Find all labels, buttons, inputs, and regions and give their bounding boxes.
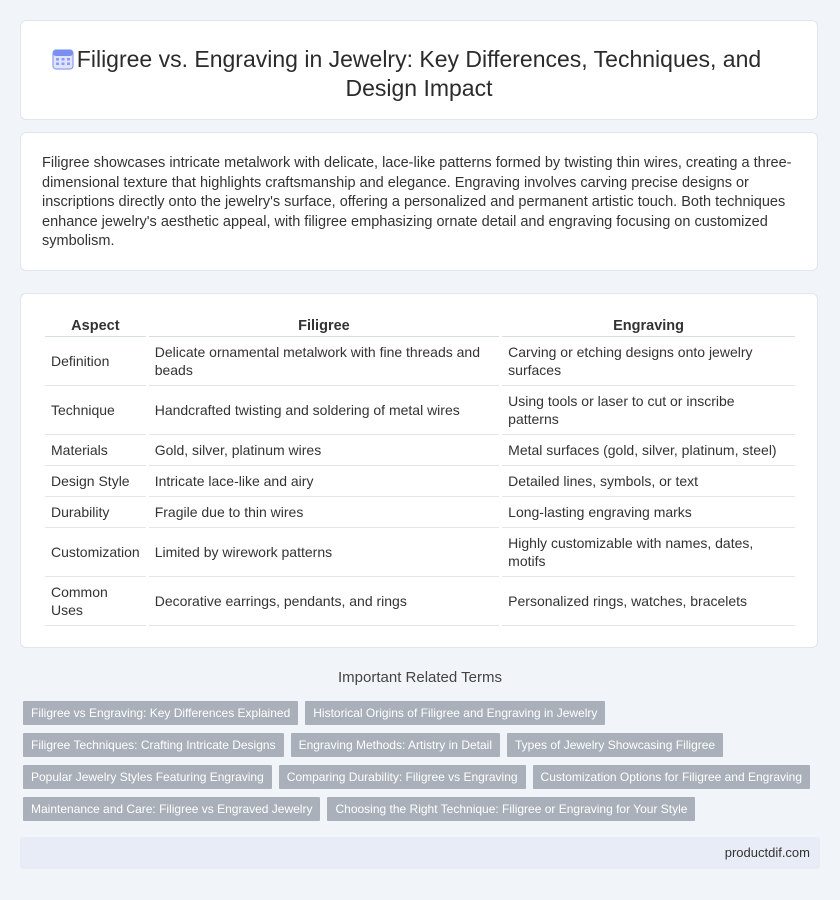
table-row xyxy=(45,577,795,626)
table-row xyxy=(45,528,795,577)
table-cell: Intricate lace-like and airy xyxy=(149,466,499,497)
table-cell: Decorative earrings, pendants, and rings xyxy=(149,577,499,626)
related-term-link[interactable]: Types of Jewelry Showcasing Filigree xyxy=(507,733,723,757)
related-term-link[interactable]: Filigree Techniques: Crafting Intricate Designs xyxy=(23,733,284,757)
table-cell: Carving or etching designs onto jewelry surfaces xyxy=(502,337,795,386)
table-row xyxy=(45,337,795,386)
header-card xyxy=(20,20,818,120)
table-cell: Delicate ornamental metalwork with fine threads and beads xyxy=(149,337,499,386)
table-cell: Gold, silver, platinum wires xyxy=(149,435,499,466)
table-cell: Common Uses xyxy=(45,577,146,626)
comparison-table xyxy=(42,315,798,626)
table-row xyxy=(45,497,795,528)
footer xyxy=(20,837,820,869)
table-row xyxy=(45,466,795,497)
table-cell: Design Style xyxy=(45,466,146,497)
table-row xyxy=(45,435,795,466)
table-cell: Long-lasting engraving marks xyxy=(502,497,795,528)
table-row xyxy=(45,386,795,435)
related-terms-title: Important Related Terms xyxy=(338,669,502,686)
table-cell: Limited by wirework patterns xyxy=(149,528,499,577)
table-cell: Materials xyxy=(45,435,146,466)
table-cell: Durability xyxy=(45,497,146,528)
intro-card xyxy=(20,132,818,271)
related-term-link[interactable]: Choosing the Right Technique: Filigree or Engraving for Your Style xyxy=(327,797,695,821)
related-term-link[interactable]: Engraving Methods: Artistry in Detail xyxy=(291,733,500,757)
table-cell: Metal surfaces (gold, silver, platinum, steel) xyxy=(502,435,795,466)
table-cell: Using tools or laser to cut or inscribe patterns xyxy=(502,386,795,435)
related-term-link[interactable]: Filigree vs Engraving: Key Differences Explained xyxy=(23,701,298,725)
related-term-link[interactable]: Customization Options for Filigree and Engraving xyxy=(533,765,810,789)
table-header: Filigree xyxy=(149,315,499,337)
table-cell: Handcrafted twisting and soldering of metal wires xyxy=(149,386,499,435)
page-title: Filigree vs. Engraving in Jewelry: Key Differences, Techniques, and Design Impact xyxy=(76,46,762,101)
table-header: Engraving xyxy=(502,315,795,337)
intro-paragraph: Filigree showcases intricate metalwork with delicate, lace-like patterns formed by twisting thin wires, creating a three-dimensional texture that highlights craftsmanship and elegance. Engraving involves carving precise designs or inscriptions directly onto the jewelry's surface, offering a personalized and permanent artistic touch. Both techniques enhance jewelry's aesthetic appeal, with filigree emphasizing ornate detail and engraving focusing on customized symbolism. xyxy=(42,155,792,249)
table-cell: Highly customizable with names, dates, motifs xyxy=(502,528,795,577)
table-cell: Personalized rings, watches, bracelets xyxy=(502,577,795,626)
related-term-link[interactable]: Historical Origins of Filigree and Engraving in Jewelry xyxy=(305,701,605,725)
related-term-link[interactable]: Popular Jewelry Styles Featuring Engraving xyxy=(23,765,272,789)
table-cell: Detailed lines, symbols, or text xyxy=(502,466,795,497)
footer-site[interactable]: productdif.com xyxy=(724,845,810,860)
related-term-link[interactable]: Maintenance and Care: Filigree vs Engraved Jewelry xyxy=(23,797,320,821)
table-cell: Customization xyxy=(45,528,146,577)
related-terms-list xyxy=(23,701,813,829)
table-header-row xyxy=(45,315,795,337)
related-term-link[interactable]: Comparing Durability: Filigree vs Engraving xyxy=(279,765,526,789)
table-cell: Fragile due to thin wires xyxy=(149,497,499,528)
table-cell: Definition xyxy=(45,337,146,386)
table-header: Aspect xyxy=(45,315,146,337)
comparison-table-card xyxy=(20,293,818,648)
table-cell: Technique xyxy=(45,386,146,435)
